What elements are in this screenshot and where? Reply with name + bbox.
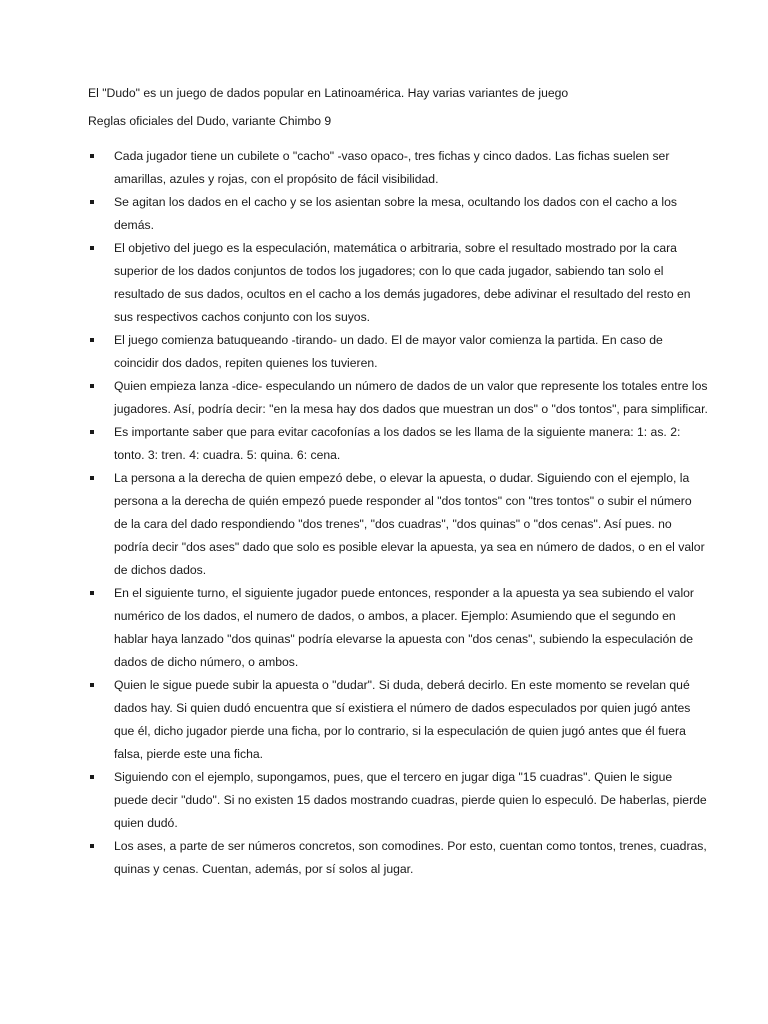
list-item (88, 375, 708, 421)
bullet-icon (90, 200, 94, 204)
rule-text: Los ases, a parte de ser números concretos, son comodines. Por esto, cuentan como tontos, trenes, cuadras, quinas y cenas. Cuentan, además, por sí solos al jugar. (114, 839, 707, 876)
intro-paragraph: El "Dudo" es un juego de dados popular en Latinoamérica. Hay varias variantes de juego (88, 86, 569, 100)
bullet-icon (90, 683, 94, 687)
rule-text: Se agitan los dados en el cacho y se los asientan sobre la mesa, ocultando los dados con el cacho a los demás. (114, 195, 678, 232)
list-item (88, 237, 708, 329)
rule-text: En el siguiente turno, el siguiente jugador puede entonces, responder a la apuesta ya sea subiendo el valor numérico de los dados, el numero de dados, o ambos, a placer. Ejemplo: Asumiendo que el segundo en hablar haya lanzado "dos quinas" podría elevarse la apuesta con "dos cenas", subiendo la especulación de dados de dicho número, o ambos. (114, 586, 694, 669)
bullet-icon (90, 384, 94, 388)
bullet-icon (90, 476, 94, 480)
list-item (88, 329, 708, 375)
list-item (88, 467, 708, 582)
rule-text: Quien empieza lanza -dice- especulando un número de dados de un valor que represente los totales entre los jugadores. Así, podría decir: "en la mesa hay dos dados que muestran un dos" o "dos tontos", para simplificar. (114, 379, 708, 416)
rule-text: Siguiendo con el ejemplo, supongamos, pues, que el tercero en jugar diga "15 cuadras". Quien le sigue puede decir "dudo". Si no existen 15 dados mostrando cuadras, pierde quien lo especuló. De haberlas, pierde quien dudó. (114, 770, 707, 830)
rule-text: Quien le sigue puede subir la apuesta o "dudar". Si duda, deberá decirlo. En este momento se revelan qué dados hay. Si quien dudó encuentra que sí existiera el número de dados especulados por quien jugó antes que él, dicho jugador pierde una ficha, por lo contrario, si la especulación de quien jugó antes que él fuera falsa, pierde este una ficha. (114, 678, 691, 761)
bullet-icon (90, 775, 94, 779)
document-body (88, 82, 708, 881)
bullet-icon (90, 430, 94, 434)
list-item (88, 674, 708, 766)
rule-text: El juego comienza batuqueando -tirando- un dado. El de mayor valor comienza la partida. En caso de coincidir dos dados, repiten quienes los tuvieren. (114, 333, 663, 370)
list-item (88, 421, 708, 467)
list-item (88, 766, 708, 835)
list-item (88, 145, 708, 191)
bullet-icon (90, 591, 94, 595)
list-item (88, 582, 708, 674)
bullet-icon (90, 246, 94, 250)
rules-list (88, 145, 708, 881)
rule-text: Cada jugador tiene un cubilete o "cacho" -vaso opaco-, tres fichas y cinco dados. Las fichas suelen ser amarillas, azules y rojas, con el propósito de fácil visibilidad. (114, 149, 670, 186)
rule-text: El objetivo del juego es la especulación, matemática o arbitraria, sobre el resultado mostrado por la cara superior de los dados conjuntos de todos los jugadores; con lo que cada jugador, sabiendo tan solo el resultado de sus dados, ocultos en el cacho a los demás jugadores, debe adivinar el resultado del resto en sus respectivos cachos conjunto con los suyos. (114, 241, 691, 324)
rule-text: La persona a la derecha de quien empezó debe, o elevar la apuesta, o dudar. Siguiendo con el ejemplo, la persona a la derecha de quién empezó puede responder al "dos tontos" con "tres tontos" o subir el número de la cara del dado respondiendo "dos trenes", "dos cuadras", "dos quinas" o "dos cenas". Así pues. no podría decir "dos ases" dado que solo es posible elevar la apuesta, ya sea en número de dados, o en el valor de dichos dados. (114, 471, 705, 577)
bullet-icon (90, 844, 94, 848)
list-item (88, 191, 708, 237)
list-item (88, 835, 708, 881)
bullet-icon (90, 154, 94, 158)
rules-subtitle: Reglas oficiales del Dudo, variante Chimbo 9 (88, 114, 332, 128)
rule-text: Es importante saber que para evitar cacofonías a los dados se les llama de la siguiente manera: 1: as. 2: tonto. 3: tren. 4: cuadra. 5: quina. 6: cena. (114, 425, 681, 462)
bullet-icon (90, 338, 94, 342)
